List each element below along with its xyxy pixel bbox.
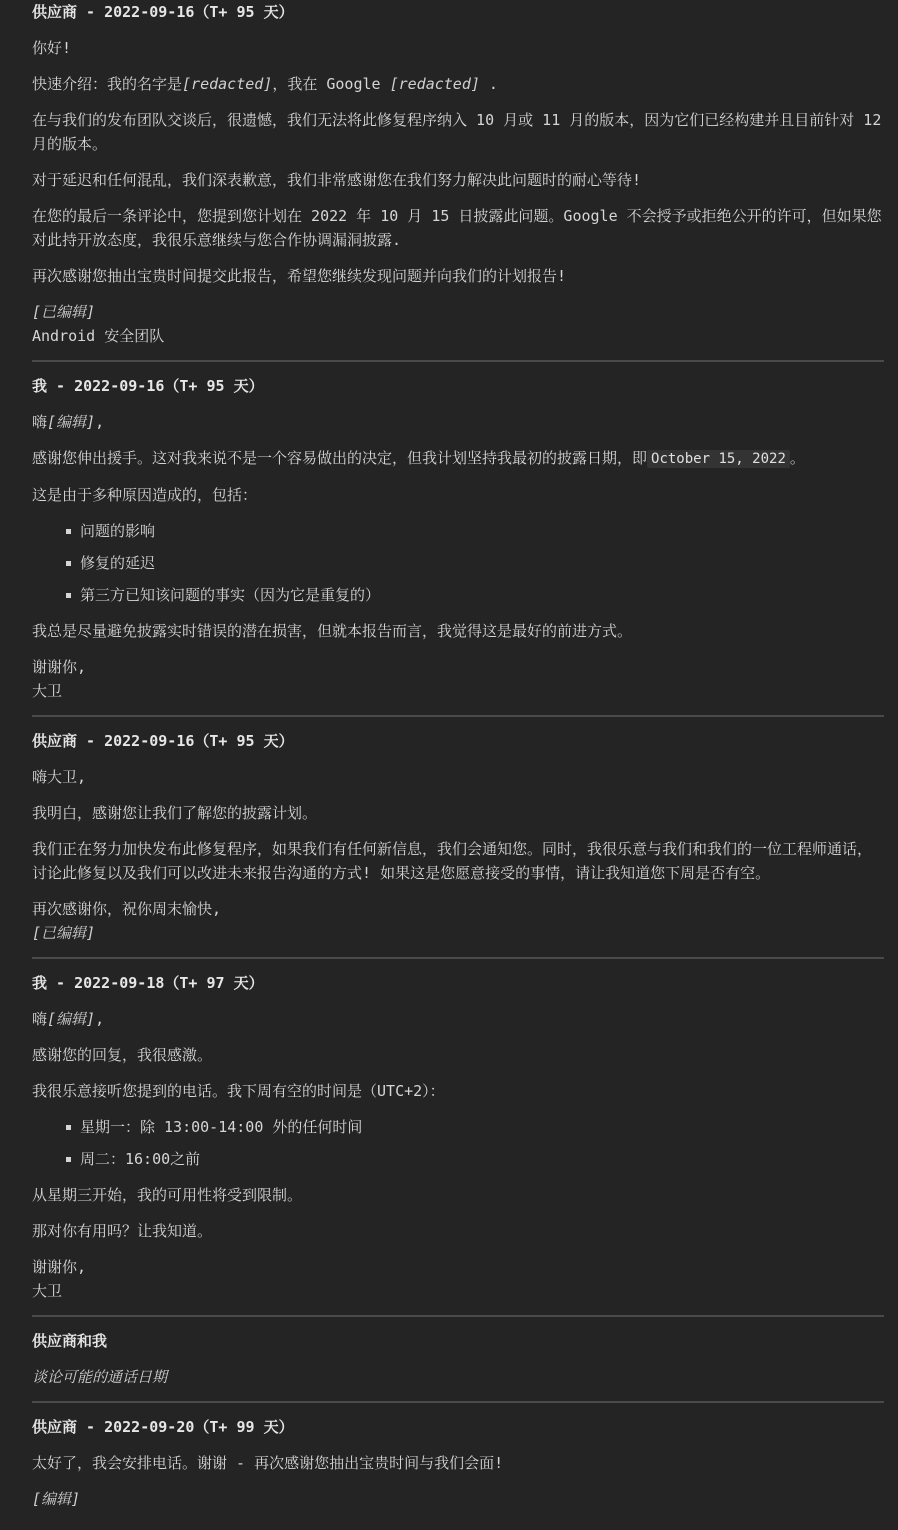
message-intro: 快速介绍：我的名字是[redacted]，我在 Google [redacted] . [32, 75, 498, 93]
message-signature: 再次感谢你，祝你周末愉快, [已编辑] [32, 900, 222, 942]
signature-team: Android 安全团队 [32, 327, 165, 345]
list-item: 周二：16:00之前 [80, 1147, 884, 1171]
message-vendor-2 [32, 729, 884, 945]
list-item: 星期一：除 13:00-14:00 外的任何时间 [80, 1115, 884, 1139]
message-header: 我 - 2022-09-16（T+ 95 天） [32, 377, 264, 395]
message-paragraph: 感谢您的回复，我很感激。 [32, 1046, 213, 1064]
divider [32, 715, 884, 717]
availability-list [32, 1115, 884, 1171]
message-paragraph: 我总是尽量避免披露实时错误的潜在损害，但就本报告而言，我觉得这是最好的前进方式。 [32, 622, 633, 640]
message-both [32, 1329, 884, 1389]
message-paragraph: 我们正在努力加快发布此修复程序，如果我们有任何新信息，我们会通知您。同时，我很乐意与我们和我们的一位工程师通话，讨论此修复以及我们可以改进未来报告沟通的方式! 如果这是您愿意接受的事情，请让我知道您下周是否有空。 [32, 840, 873, 882]
message-greeting: 你好! [32, 39, 72, 57]
message-signature [32, 300, 884, 348]
list-item: 问题的影响 [80, 519, 884, 543]
edited-marker: [已编辑] [32, 303, 96, 321]
edited-marker: [编辑] [47, 413, 96, 431]
message-vendor-3 [32, 1415, 884, 1511]
reasons-list [32, 519, 884, 607]
message-me-1 [32, 374, 884, 703]
message-paragraph: 我很乐意接听您提到的电话。我下周有空的时间是（UTC+2）： [32, 1082, 445, 1100]
edited-marker: [编辑] [47, 1010, 96, 1028]
message-signature: 谢谢你, 大卫 [32, 658, 87, 700]
message-paragraph: 在与我们的发布团队交谈后，很遗憾，我们无法将此修复程序纳入 10 月或 11 月的版本，因为它们已经构建并且目前针对 12 月的版本。 [32, 111, 882, 153]
message-greeting: 嗨大卫, [32, 768, 87, 786]
message-signature: 谢谢你, 大卫 [32, 1258, 87, 1300]
divider [32, 957, 884, 959]
message-header: 供应商 - 2022-09-20（T+ 99 天） [32, 1418, 294, 1436]
edited-marker: [已编辑] [32, 924, 96, 942]
message-paragraph: 再次感谢您抽出宝贵时间提交此报告，希望您继续发现问题并向我们的计划报告! [32, 267, 567, 285]
message-paragraph: 感谢您伸出援手。这对我来说不是一个容易做出的决定，但我计划坚持我最初的披露日期，即 October 15, 2022 。 [32, 449, 805, 467]
message-greeting: 嗨[编辑], [32, 1010, 105, 1028]
message-paragraph: 我明白，感谢您让我们了解您的披露计划。 [32, 804, 318, 822]
message-note: 谈论可能的通话日期 [32, 1368, 168, 1386]
divider [32, 1315, 884, 1317]
divider [32, 360, 884, 362]
message-header: 供应商 - 2022-09-16（T+ 95 天） [32, 3, 294, 21]
message-paragraph: 那对你有用吗？让我知道。 [32, 1222, 213, 1240]
message-header: 我 - 2022-09-18（T+ 97 天） [32, 974, 264, 992]
message-paragraph: 这是由于多种原因造成的，包括： [32, 486, 258, 504]
list-item: 第三方已知该问题的事实（因为它是重复的） [80, 583, 884, 607]
message-signature [32, 1487, 884, 1511]
message-paragraph: 从星期三开始，我的可用性将受到限制。 [32, 1186, 303, 1204]
message-vendor-1 [32, 0, 884, 348]
redacted-text: [redacted] [389, 75, 480, 93]
message-paragraph: 对于延迟和任何混乱，我们深表歉意，我们非常感谢您在我们努力解决此问题时的耐心等待! [32, 171, 642, 189]
list-item: 修复的延迟 [80, 551, 884, 575]
message-me-2 [32, 971, 884, 1303]
message-header: 供应商 - 2022-09-16（T+ 95 天） [32, 732, 294, 750]
message-greeting: 嗨[编辑], [32, 413, 105, 431]
message-paragraph: 在您的最后一条评论中，您提到您计划在 2022 年 10 月 15 日披露此问题。Google 不会授予或拒绝公开的许可，但如果您对此持开放态度，我很乐意继续与您合作协调漏洞披露. [32, 207, 882, 249]
edited-marker: [编辑] [32, 1490, 81, 1508]
message-header: 供应商和我 [32, 1332, 108, 1350]
inline-code-date: October 15, 2022 [647, 450, 790, 468]
redacted-text: [redacted] [182, 75, 273, 93]
divider [32, 1401, 884, 1403]
message-paragraph: 太好了，我会安排电话。谢谢 - 再次感谢您抽出宝贵时间与我们会面! [32, 1454, 504, 1472]
